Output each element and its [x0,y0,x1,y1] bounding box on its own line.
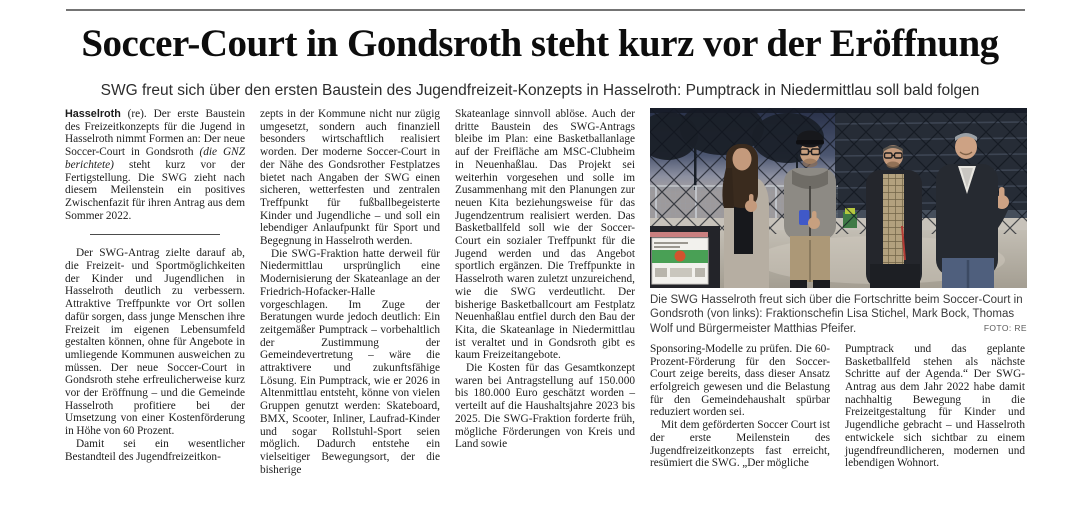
paragraph-continuation: Skateanlage sinnvoll ablöse. Auch der dritte Baustein des SWG-Antrags bleibe im Plan: eine Basketballanlage auf der Freifläche am MSC-Clubheim in Neuenhaßlau. Das Projekt sei weiterhin vorgesehen und solle im Zusammenhang mit den Planungen zur neuen Kita beziehungsweise für das Jugendzentrum realisiert werden. Das Basketballfeld soll wie der Soccer-Court ein sozialer Treffpunkt für die Jugend werden und das Angebot sportlich ergänzen. Die Treffpunkte in Hasselroth waren zuletzt unzureichend, wie die SWG verdeutlicht. Der bisherige Basketballcourt am Festplatz Neuenhaßlau entfiel durch den Bau der Kita, die Skateanlage in Niedermittlau ist veraltet und in Gondsroth gibt es kaum Freizeitangebote. [455,108,635,362]
photo-illustration [650,108,1027,288]
text-column-1 [65,108,245,476]
text-column-2 [260,108,440,476]
lead-text-1: (re). Der erste Baustein des Freizeitkonzepts für die Jugend in Hasselroth nimmt Formen an: Der neue Soccer-Court in Gondsroth [65,108,245,159]
article-subheadline: SWG freut sich über den ersten Baustein des Jugendfreizeit-Konzepts in Hasselroth: Pumptrack in Niedermittlau soll bald folgen [100,82,980,99]
lead-italic-reference: (die GNZ berichtete) [65,146,245,171]
paragraph: Der SWG-Antrag zielte darauf ab, die Freizeit- und Sportmöglichkeiten der Kinder und Jugendlichen in Hasselroth deutlich zu verbessern. Attraktive Treffpunkte vor Ort sollen dafür sorgen, dass junge Menschen ihre Freizeit im eigenen Lebensumfeld gestalten können, ohne für Angebote in umliegende Kommunen ausweichen zu müssen. Der neue Soccer-Court in Gondsroth stehe erfreulicherweise kurz vor der Eröffnung – und die Gemeinde Hasselroth profitiere bei der Umsetzung von einer Kostenförderung in Höhe von 60 Prozent. [65,247,245,438]
right-text-columns [650,343,1027,470]
text-column-5 [845,343,1025,470]
info-sign [650,226,720,288]
section-divider [90,234,220,235]
photo-caption-text: Die SWG Hasselroth freut sich über die Fortschritte beim Soccer-Court in Gondsroth (von links): Fraktionschefin Lisa Stichel, Mark Bock, Thomas Wolf und Bürgermeister Matthias Pfeifer. [650,294,1023,335]
paragraph: Damit sei ein wesentlicher Bestandteil des Jugendfreizeitkon- [65,437,245,463]
paragraph: Die Kosten für das Gesamtkonzept waren bei Antragstellung auf 150.000 bis 180.000 Euro geschätzt worden – verteilt auf die Haushaltsjahre 2023 bis 2025. Die SWG-Fraktion forderte früh, mögliche Förderungen von Kreis und Land sowie [455,362,635,451]
paragraph: Mit dem geförderten Soccer Court ist der erste Meilenstein des Jugendfreizeitkonzepts fast erreicht, resümiert die SWG. „Der mögliche [650,419,830,470]
text-column-3 [455,108,635,476]
top-rule [66,9,1025,11]
article-body [65,108,1027,476]
article-headline: Soccer-Court in Gondsroth steht kurz vor der Eröffnung [81,22,999,65]
paragraph-continuation: Pumptrack und das geplante Basketballfeld stehen als nächste Schritte auf der Agenda.“ Der SWG-Antrag aus dem Jahr 2022 habe damit nachhaltig Bewegung in die Freizeitgestaltung für Kinder und Jugendliche gebracht – und Hasselroth entwickele sich sichtbar zu einem jugendfreundlicheren, modernen und lebendigen Wohnort. [845,342,1025,470]
photo-and-text-block [650,108,1027,476]
text-column-4 [650,343,830,470]
lead-text-2: steht kurz vor der Fertigstellung. Die SWG zieht nach diesem Meilenstein ein positives Zwischenfazit für ihren Antrag aus dem Sommer 2022. [65,158,245,222]
article-photo [650,108,1027,288]
photo-credit: FOTO: RE [983,322,1027,333]
photo-caption [650,293,1027,336]
dateline-location: Hasselroth [65,108,121,120]
paragraph-continuation: Sponsoring-Modelle zu prüfen. Die 60-Prozent-Förderung für den Soccer-Court zeige bereits, dass dieser Ansatz erfolgreich gewesen und die Belastung für den Gemeindehaushalt spürbar reduziert worden sei. [650,342,830,419]
lead-paragraph [65,108,245,222]
paragraph-continuation: zepts in der Kommune nicht nur zügig umgesetzt, sondern auch finanziell besonders wirtschaftlich realisiert worden. Der moderne Soccer-Court in der Nähe des Gondsrother Festplatzes bietet nach Angaben der SWG einen sicheren, wetterfesten und zentralen Treffpunkt für fußballbegeisterte Kinder und Jugendliche – und soll ein lebendiger Anlaufpunkt für Sport und Begegnung in Hasselroth werden. [260,108,440,248]
paragraph: Die SWG-Fraktion hatte derweil für Niedermittlau ursprünglich eine Modernisierung der Skateanlage an der Friedrich-Hofacker-Halle vorgeschlagen. Im Zuge der Beratungen wurde jedoch deutlich: Ein zeitgemäßer Pumptrack – vorbehaltlich der Zustimmung der Gemeindevertretung – wäre die attraktivere und zukunftsfähige Lösung. Ein Pumptrack, wie er 2026 in Altenmittlau entsteht, könne von vielen Gruppen genutzt werden: Skateboard, BMX, Scooter, Inliner, Laufrad-Kinder und sogar Rollstuhl-Sport seien möglich. Dadurch entstehe ein vielseitiger Bewegungsort, der die bisherige [260,247,440,476]
